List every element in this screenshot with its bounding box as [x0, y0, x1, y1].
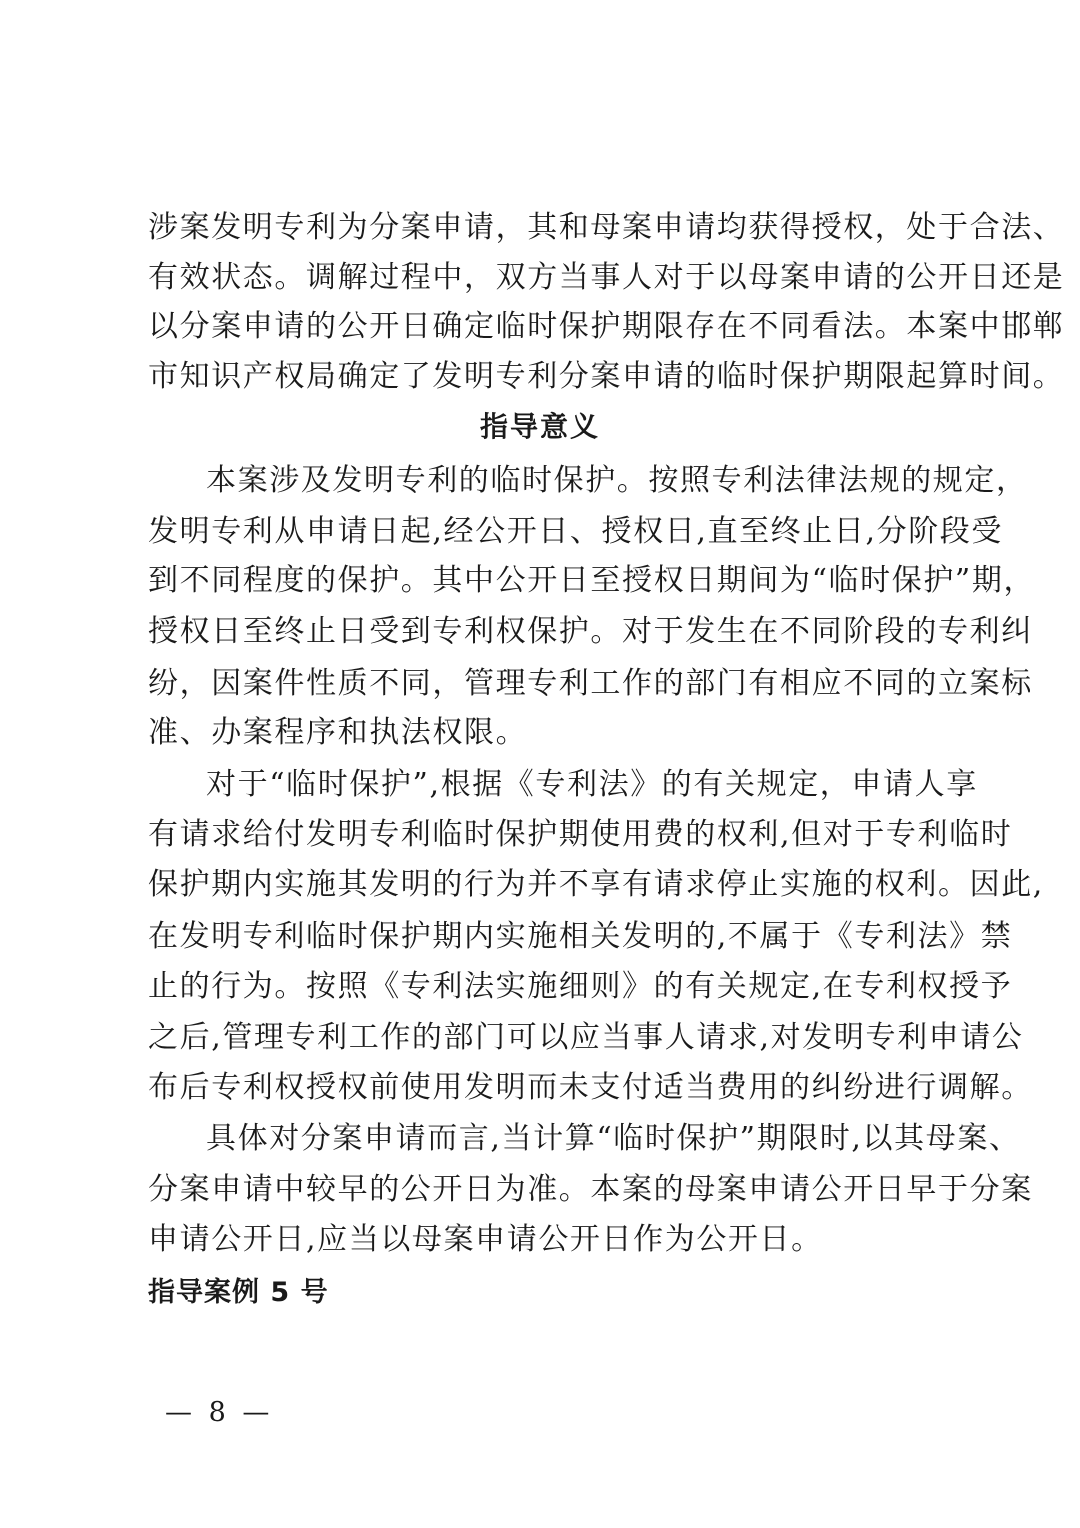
paragraph-line: 有请求给付发明专利临时保护期使用费的权利,但对于专利临时: [148, 817, 1013, 852]
paragraph-line: 保护期内实施其发明的行为并不享有请求停止实施的权利。因此,: [148, 867, 1044, 902]
paragraph-line: 申请公开日,应当以母案申请公开日作为公开日。: [148, 1222, 823, 1257]
paragraph-line: 布后专利权授权前使用发明而未支付适当费用的纠纷进行调解。: [148, 1070, 1033, 1105]
paragraph-line: 到不同程度的保护。其中公开日至授权日期间为“临时保护”期，: [148, 563, 1036, 598]
intro-line: 以分案申请的公开日确定临时保护期限存在不同看法。本案中邯郸: [148, 309, 1065, 344]
intro-line: 涉案发明专利为分案申请，其和母案申请均获得授权，处于合法、: [148, 210, 1065, 245]
paragraph-line: 之后,管理专利工作的部门可以应当事人请求,对发明专利申请公: [148, 1020, 1024, 1055]
paragraph-line: 准、办案程序和执法权限。: [148, 715, 528, 750]
paragraph-line: 止的行为。按照《专利法实施细则》的有关规定,在专利权授予: [148, 969, 1013, 1004]
next-case-heading: 指导案例 5 号: [148, 1277, 329, 1308]
page-number: — 8 —: [165, 1397, 274, 1428]
paragraph-line: 具体对分案申请而言,当计算“临时保护”期限时,以其母案、: [206, 1121, 1021, 1156]
paragraph-line: 对于“临时保护”,根据《专利法》的有关规定，申请人享: [206, 767, 978, 802]
paragraph-line: 本案涉及发明专利的临时保护。按照专利法律法规的规定，: [206, 463, 1028, 498]
intro-line: 有效状态。调解过程中，双方当事人对于以母案申请的公开日还是: [148, 260, 1065, 295]
paragraph-line: 在发明专利临时保护期内实施相关发明的,不属于《专利法》禁: [148, 919, 1013, 954]
section-heading: 指导意义: [479, 410, 600, 443]
intro-line: 市知识产权局确定了发明专利分案申请的临时保护期限起算时间。: [148, 359, 1065, 394]
paragraph-line: 分案申请中较早的公开日为准。本案的母案申请公开日早于分案: [148, 1172, 1033, 1207]
paragraph-line: 纷，因案件性质不同，管理专利工作的部门有相应不同的立案标: [148, 666, 1033, 701]
paragraph-line: 发明专利从申请日起,经公开日、授权日,直至终止日,分阶段受: [148, 514, 1004, 549]
paragraph-line: 授权日至终止日受到专利权保护。对于发生在不同阶段的专利纠: [148, 614, 1033, 649]
